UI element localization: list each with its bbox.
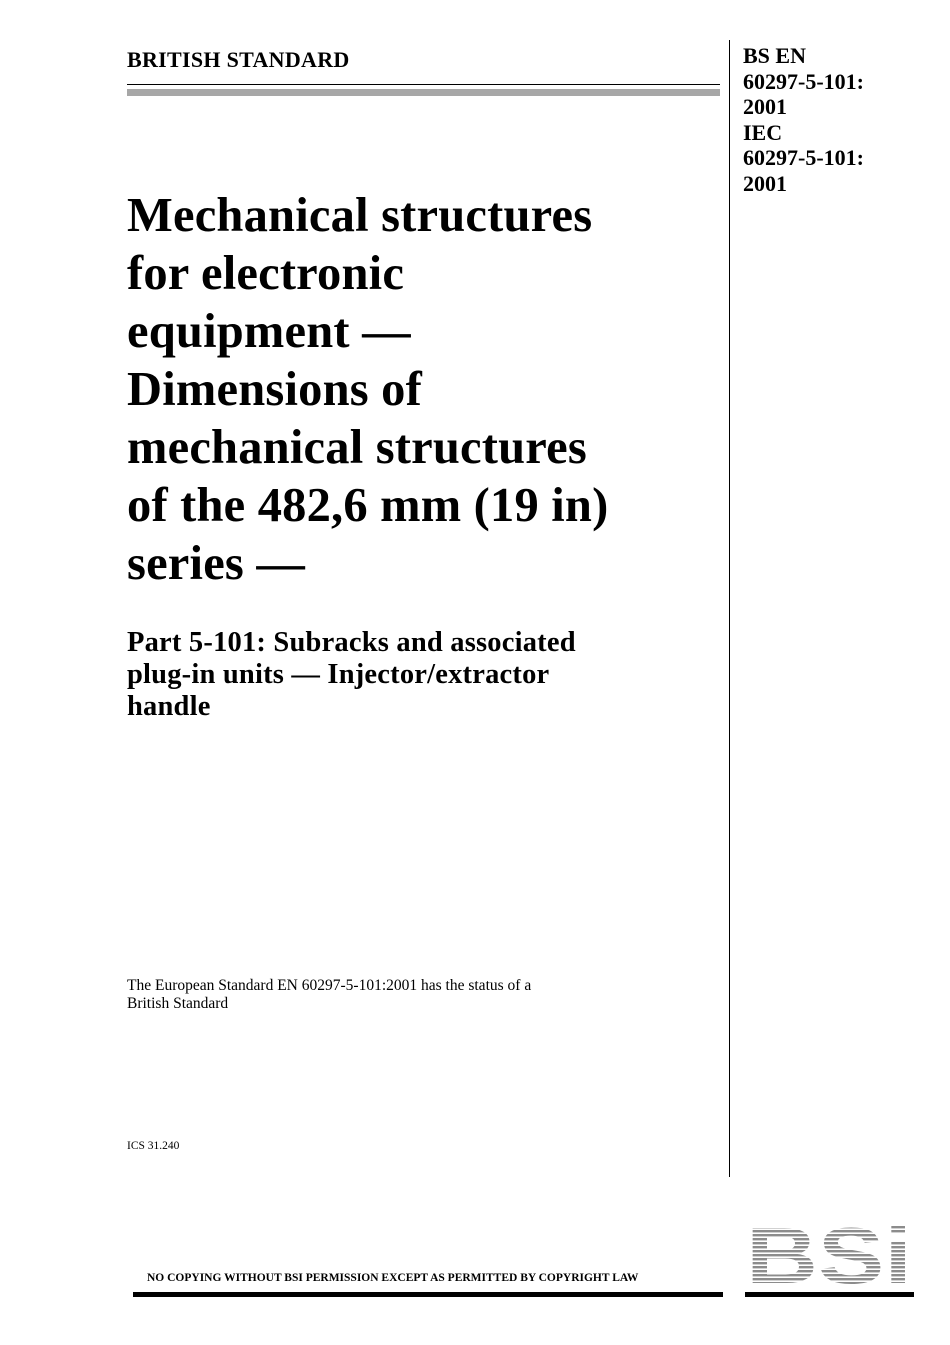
header-rule-thin [127, 84, 720, 85]
subtitle-line: handle [127, 691, 211, 722]
bsi-logo [745, 1222, 915, 1286]
footer-rule [133, 1292, 723, 1297]
standard-number-line: 60297-5-101: [743, 145, 864, 170]
column-divider [729, 40, 730, 1177]
subtitle-line: Part 5-101: Subracks and associated [127, 627, 576, 658]
copyright-notice: NO COPYING WITHOUT BSI PERMISSION EXCEPT AS PERMITTED BY COPYRIGHT LAW [147, 1272, 639, 1284]
subtitle-line: plug-in units — Injector/extractor [127, 659, 550, 690]
status-note-line: British Standard [127, 995, 229, 1012]
standard-number-line: 2001 [743, 170, 787, 196]
standard-number-line: 2001 [743, 94, 787, 119]
title-line: mechanical structures [127, 421, 587, 474]
title-line: series — [127, 537, 306, 590]
document-subtitle [127, 627, 722, 723]
standard-number [743, 43, 923, 196]
header-rule-thick [127, 89, 720, 96]
title-line: for electronic [127, 247, 405, 300]
title-line: Mechanical structures [127, 189, 593, 242]
document-type-label: BRITISH STANDARD [127, 47, 350, 72]
title-line: equipment — [127, 305, 411, 358]
logo-rule [745, 1292, 914, 1297]
document-title [127, 187, 722, 593]
standard-number-line: 60297-5-101: [743, 68, 864, 94]
bsi-logo-text: BSi [746, 1222, 912, 1286]
title-line: of the 482,6 mm (19 in) [127, 479, 609, 532]
standard-number-line: BS EN [743, 43, 806, 68]
status-note-line: The European Standard EN 60297-5-101:2001 has the status of a [127, 977, 532, 994]
status-note [127, 977, 687, 1013]
ics-code: ICS 31.240 [127, 1140, 180, 1152]
title-line: Dimensions of [127, 363, 422, 416]
standard-number-line: IEC [743, 119, 783, 145]
